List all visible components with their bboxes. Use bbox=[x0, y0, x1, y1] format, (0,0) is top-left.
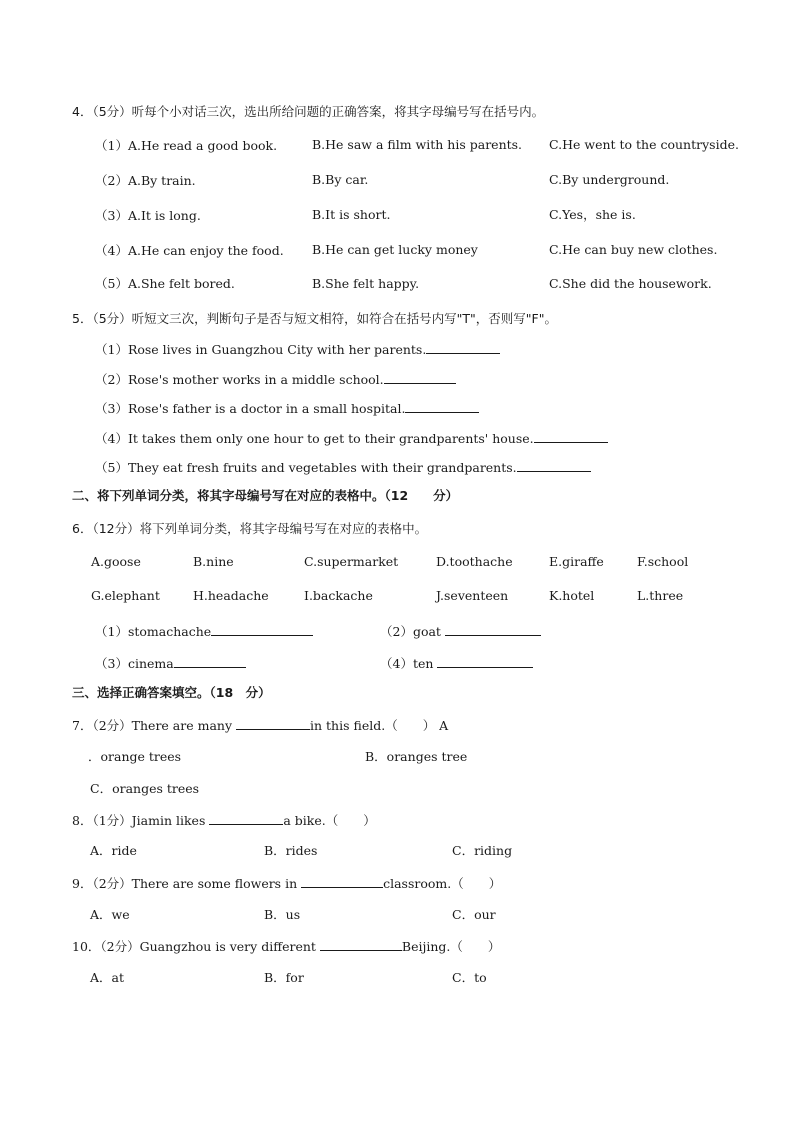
q8-stem-end: a bike.（ ） bbox=[283, 813, 376, 828]
q6-stem: 6．（12分）将下列单词分类，将其字母编号写在对应的表格中。 bbox=[72, 521, 428, 536]
q7-stem-end: in this field.（ ） A bbox=[310, 718, 449, 733]
q4-2-option-b: B.By car. bbox=[312, 172, 369, 187]
q5-item-3-text: （3）Rose's father is a doctor in a small hospital. bbox=[95, 401, 406, 416]
q4-1-option-a: （1）A.He read a good book. bbox=[95, 138, 278, 153]
word-h: H.headache bbox=[193, 588, 269, 603]
q8-stem-start: 8．（1分）Jiamin likes bbox=[72, 813, 206, 828]
category-4 bbox=[380, 655, 533, 672]
word-l: L.three bbox=[637, 588, 684, 603]
q8-option-b: B．rides bbox=[264, 843, 318, 858]
category-3-label: （3）cinema bbox=[95, 656, 174, 671]
q4-3-option-c: C.Yes，she is. bbox=[549, 207, 636, 222]
q5-item-2 bbox=[95, 371, 456, 388]
word-g: G.elephant bbox=[91, 588, 160, 603]
q5-item-5-text: （5）They eat fresh fruits and vegetables with their grandparents. bbox=[95, 460, 517, 475]
word-a: A.goose bbox=[91, 554, 141, 569]
q7-option-c: C．oranges trees bbox=[90, 781, 200, 796]
category-1-label: （1）stomachache bbox=[95, 624, 212, 639]
word-d: D.toothache bbox=[436, 554, 513, 569]
q10-stem-start: 10．（2分）Guangzhou is very different bbox=[72, 939, 316, 954]
q4-5-option-a: （5）A.She felt bored. bbox=[95, 276, 235, 291]
q9-option-c: C．our bbox=[452, 907, 496, 922]
q4-1-option-b: B.He saw a film with his parents. bbox=[312, 137, 523, 152]
answer-blank[interactable] bbox=[437, 655, 533, 668]
q5-item-3 bbox=[95, 400, 479, 417]
answer-blank[interactable] bbox=[384, 371, 456, 384]
answer-blank[interactable] bbox=[236, 717, 310, 730]
q7-option-b: B．oranges tree bbox=[365, 749, 468, 764]
q4-3-option-a: （3）A.It is long. bbox=[95, 208, 201, 223]
word-k: K.hotel bbox=[549, 588, 595, 603]
word-i: I.backache bbox=[304, 588, 373, 603]
answer-blank[interactable] bbox=[517, 459, 591, 472]
q4-2-option-a: （2）A.By train. bbox=[95, 173, 196, 188]
word-c: C.supermarket bbox=[304, 554, 399, 569]
q5-item-4-text: （4）It takes them only one hour to get to their grandparents' house. bbox=[95, 431, 534, 446]
q4-stem: 4．（5分）听每个小对话三次，选出所给问题的正确答案，将其字母编号写在括号内。 bbox=[72, 104, 545, 119]
answer-blank[interactable] bbox=[405, 400, 479, 413]
word-f: F.school bbox=[637, 554, 689, 569]
word-j: J.seventeen bbox=[436, 588, 509, 603]
q9-stem-start: 9．（2分）There are some flowers in bbox=[72, 876, 298, 891]
q5-item-1 bbox=[95, 341, 500, 358]
q9-stem bbox=[72, 875, 501, 892]
answer-blank[interactable] bbox=[445, 623, 541, 636]
category-2-label: （2）goat bbox=[380, 624, 441, 639]
q4-5-option-b: B.She felt happy. bbox=[312, 276, 420, 291]
q4-3-option-b: B.It is short. bbox=[312, 207, 391, 222]
answer-blank[interactable] bbox=[320, 938, 402, 951]
q4-2-option-c: C.By underground. bbox=[549, 172, 670, 187]
q5-item-2-text: （2）Rose's mother works in a middle school. bbox=[95, 372, 384, 387]
q8-stem bbox=[72, 812, 376, 829]
q7-stem bbox=[72, 717, 448, 734]
category-4-label: （4）ten bbox=[380, 656, 434, 671]
category-3 bbox=[95, 655, 246, 672]
word-b: B.nine bbox=[193, 554, 234, 569]
answer-blank[interactable] bbox=[301, 875, 383, 888]
q5-item-1-text: （1）Rose lives in Guangzhou City with her parents. bbox=[95, 342, 427, 357]
word-e: E.giraffe bbox=[549, 554, 604, 569]
section-3-heading: 三、选择正确答案填空。（18 分） bbox=[72, 685, 271, 700]
q4-4-option-c: C.He can buy new clothes. bbox=[549, 242, 718, 257]
q7-stem-start: 7．（2分）There are many bbox=[72, 718, 233, 733]
q10-stem bbox=[72, 938, 500, 955]
q10-option-b: B．for bbox=[264, 970, 304, 985]
section-2-heading: 二、将下列单词分类，将其字母编号写在对应的表格中。（12 分） bbox=[72, 488, 459, 503]
answer-blank[interactable] bbox=[426, 341, 500, 354]
q8-option-c: C．riding bbox=[452, 843, 513, 858]
q9-option-b: B．us bbox=[264, 907, 301, 922]
q4-4-option-a: （4）A.He can enjoy the food. bbox=[95, 243, 284, 258]
category-1 bbox=[95, 623, 313, 640]
q4-1-option-c: C.He went to the countryside. bbox=[549, 137, 739, 152]
answer-blank[interactable] bbox=[209, 812, 283, 825]
q10-option-c: C．to bbox=[452, 970, 487, 985]
q5-item-5 bbox=[95, 459, 591, 476]
q4-5-option-c: C.She did the housework. bbox=[549, 276, 712, 291]
q9-stem-end: classroom.（ ） bbox=[383, 876, 502, 891]
q10-stem-end: Beijing.（ ） bbox=[401, 939, 501, 954]
answer-blank[interactable] bbox=[534, 430, 608, 443]
q5-stem: 5．（5分）听短文三次，判断句子是否与短文相符，如符合在括号内写"T"，否则写"F"。 bbox=[72, 311, 557, 326]
answer-blank[interactable] bbox=[211, 623, 313, 636]
category-2 bbox=[380, 623, 541, 640]
q5-item-4 bbox=[95, 430, 608, 447]
answer-blank[interactable] bbox=[174, 655, 246, 668]
q9-option-a: A．we bbox=[90, 907, 130, 922]
q7-option-a: ．orange trees bbox=[88, 749, 182, 764]
q4-4-option-b: B.He can get lucky money bbox=[312, 242, 478, 257]
q8-option-a: A．ride bbox=[90, 843, 137, 858]
q10-option-a: A．at bbox=[90, 970, 125, 985]
